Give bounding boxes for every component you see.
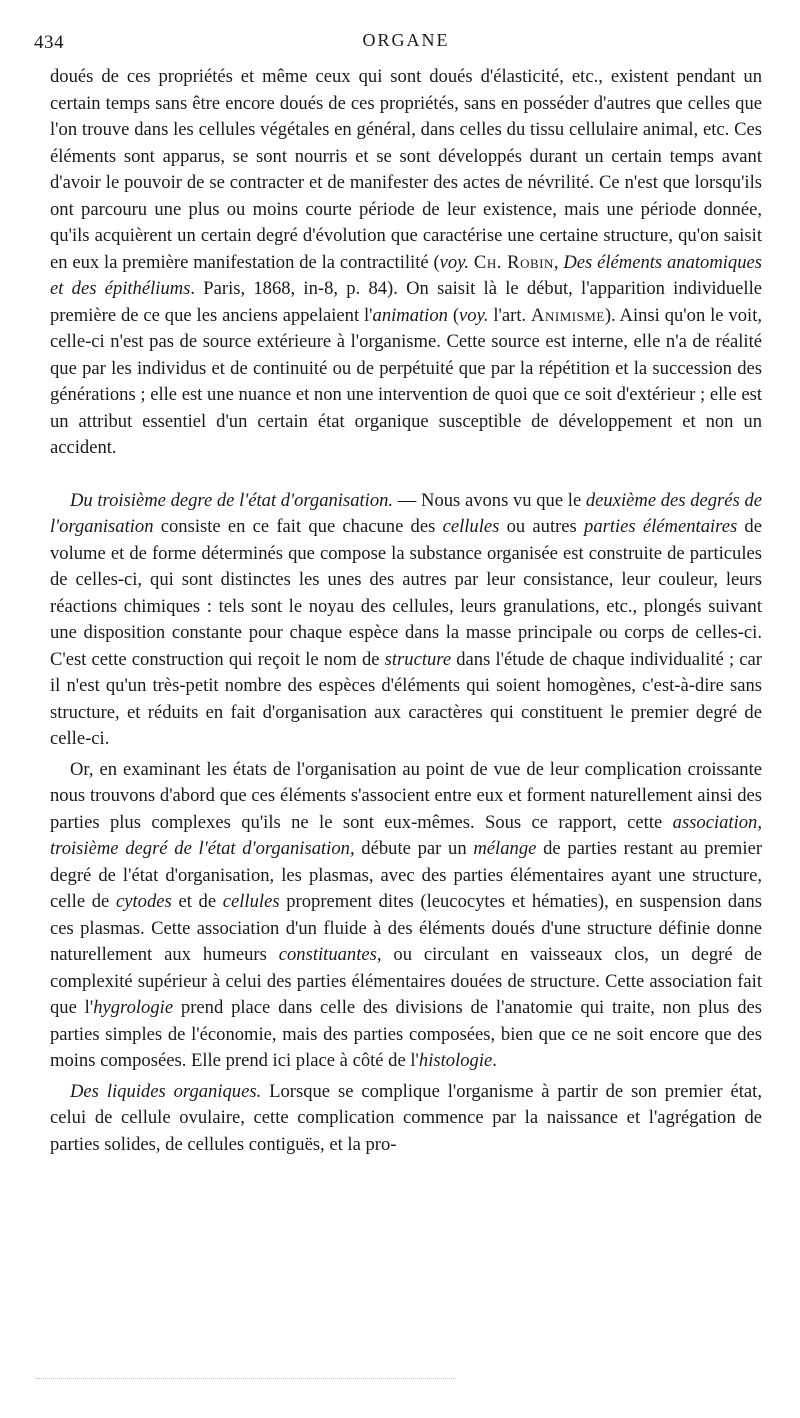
text-run: de volume et de forme déterminés que compose la substance organisée est construite de particules de celles-ci, qui sont distinctes les unes des autres par leur consistance, leur couleur, leurs réactions chimiques : tels sont le noyau des cellules, leurs granulations, etc., plongés suivant une disposition constante pour chaque espèce dans la masse principale ou corps de celles-ci. C'est cette construction qui reçoit le nom de: [50, 516, 762, 670]
italic-run: Du troisième degre de l'état d'organisation.: [70, 489, 394, 511]
italic-run: parties élémentaires: [584, 516, 738, 537]
italic-run: deuxième des degrés de l'organisation: [50, 489, 762, 537]
italic-run: mélange: [473, 838, 537, 859]
text-run: Or, en examinant les états de l'organisation au point de vue de leur complication croissante nous trouvons d'abord que ces éléments s'associent entre eux et forment naturellement ainsi des parties plus complexes qu'ils ne le sont eux-mêmes. Sous ce rapport, cette: [50, 758, 762, 833]
italic-run: cytodes: [116, 891, 172, 912]
italic-run: Des liquides organiques.: [70, 1080, 262, 1102]
italic-run: association, troisième degré de l'état d'organisation: [50, 811, 762, 859]
footer-dotted-rule: [36, 1378, 456, 1380]
text-run: Lorsque se complique l'organisme à partir de son premier état, celui de cellule ovulaire, cette complication commence par la naissance et l'agrégation de parties solides, de cellules contiguës, et la pro-: [50, 1080, 762, 1155]
italic-run: constituantes: [278, 944, 377, 965]
page-number: 434: [34, 32, 64, 53]
text-run: ou autres: [499, 516, 585, 537]
text-run: , ou circulant en vaisseaux clos, un degré de complexité supérieur à celui des parties élémentaires douées de structure. Cette association fait que l': [50, 944, 763, 1018]
text-run: consiste en ce fait que chacune des: [153, 516, 443, 537]
text-run: dans l'étude de chaque individualité ; car il n'est qu'un très-petit nombre des espèces d'éléments qui soient homogènes, c'est-à-dire sans structure, et réduits en fait d'organisation aux caractères qui constituent le premier degré de celle-ci.: [50, 648, 763, 749]
text-run: doués de ces propriétés et même ceux qui sont doués d'élasticité, etc., existent pendant un certain temps sans être encore doués de ces propriétés, sans en posséder d'autres que celles que l'on trouve dans les cellules végétales en général, dans celles du tissu cellulaire animal, etc. Ces éléments sont apparus, se sont nourris et se sont développés durant un certain temps avant d'avoir le pouvoir de se contracter et de manifester des actes de névrilité. Ce n'est que lorsqu'ils ont parcouru une plus ou moins courte période de leur existence, mais une période donnée, qu'ils acquièrent un certain degré d'évolution que caractérise une certaine structure, qu'on saisit en eux la première manifestation de la contractilité (: [50, 66, 762, 273]
italic-run: voy.: [439, 251, 470, 273]
text-run: l'art.: [488, 304, 532, 326]
text-run: ). Ainsi qu'on le voit, celle-ci n'est pas de source extérieure à l'organisme. Cette source est interne, elle n'a de réalité que par les individus et de continuité ou de perpétuité que par la répétition et la succession des générations ; elle est une nuance et non une intervention de quoi que ce soit d'extérieur ; elle est un attribut essentiel d'un certain état organique susceptible de développement et non un accident.: [50, 304, 763, 458]
italic-run: voy.: [459, 304, 489, 326]
text-run: ,: [553, 251, 564, 273]
italic-run: histologie: [418, 1050, 493, 1071]
italic-run: animation: [372, 304, 448, 326]
paragraph-third-degree: [50, 488, 762, 753]
text-run: de parties restant au premier degré de l'état d'organisation, les plasmas, avec des parties élémentaires ayant une structure, celle de: [50, 838, 763, 912]
text-run: proprement dites (leucocytes et hématies), en suspension dans ces plasmas. Cette association d'un fluide à des éléments doués d'une structure définie donne naturellement aux humeurs: [50, 891, 763, 965]
italic-run: Des éléments anatomiques et des épithéliums: [50, 251, 763, 299]
paragraph-association: [50, 757, 762, 1075]
text-run: .: [492, 1050, 497, 1071]
text-run: — Nous avons vu que le: [393, 489, 586, 511]
small-caps-run: Ch. Robin: [473, 251, 554, 273]
paragraph-continuation: [50, 64, 762, 462]
paragraph-organic-liquids: [50, 1079, 762, 1159]
text-run: prend place dans celle des divisions de l'anatomie qui traite, non plus des parties simples de l'économie, mais des parties composées, bien que ce ne soit encore que des moins composées. Elle prend ici place à côté de l': [50, 997, 763, 1071]
running-head: [34, 28, 762, 64]
text-run: et de: [171, 891, 223, 912]
italic-run: cellules: [222, 891, 280, 912]
italic-run: structure: [384, 648, 452, 670]
running-title: ORGANE: [362, 30, 450, 50]
text-run: . Paris, 1868, in-8, p. 84). On saisit là le début, l'apparition individuelle première de ce que les anciens appelaient l': [50, 278, 762, 326]
italic-run: hygrologie: [93, 997, 174, 1018]
text-run: , débute par un: [349, 838, 474, 859]
body-text: [50, 64, 762, 1158]
text-run: (: [447, 304, 460, 326]
small-caps-run: Animisme: [531, 304, 605, 326]
italic-run: cellules: [442, 516, 500, 537]
